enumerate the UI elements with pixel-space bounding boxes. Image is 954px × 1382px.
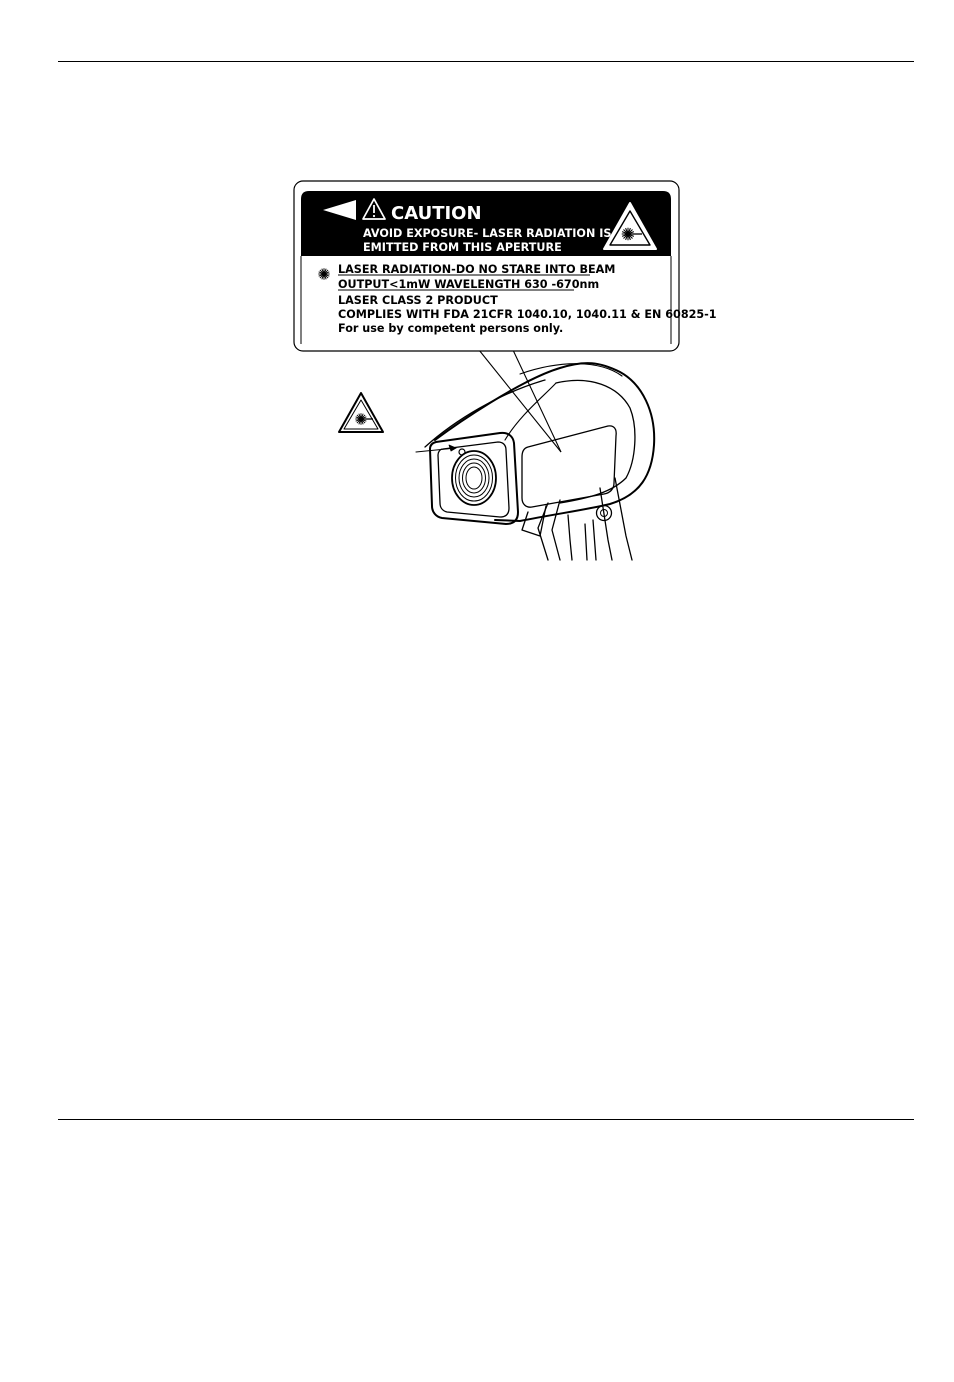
laser-starburst-icon xyxy=(318,268,329,279)
info-line-3: LASER CLASS 2 PRODUCT xyxy=(338,294,498,307)
caution-line-1: AVOID EXPOSURE- LASER RADIATION IS xyxy=(363,227,612,240)
info-line-5: For use by competent persons only. xyxy=(338,322,564,335)
info-line-2: OUTPUT<1mW WAVELENGTH 630 -670nm xyxy=(338,278,600,291)
info-line-1: LASER RADIATION-DO NO STARE INTO BEAM xyxy=(338,263,616,276)
laser-hazard-symbol xyxy=(339,393,383,432)
caution-title: CAUTION xyxy=(391,203,482,224)
footer-rule xyxy=(58,1119,914,1120)
info-line-4: COMPLIES WITH FDA 21CFR 1040.10, 1040.11 & EN 60825-1 xyxy=(338,308,717,321)
caution-line-2: EMITTED FROM THIS APERTURE xyxy=(363,241,562,254)
thermometer-device xyxy=(416,363,654,560)
